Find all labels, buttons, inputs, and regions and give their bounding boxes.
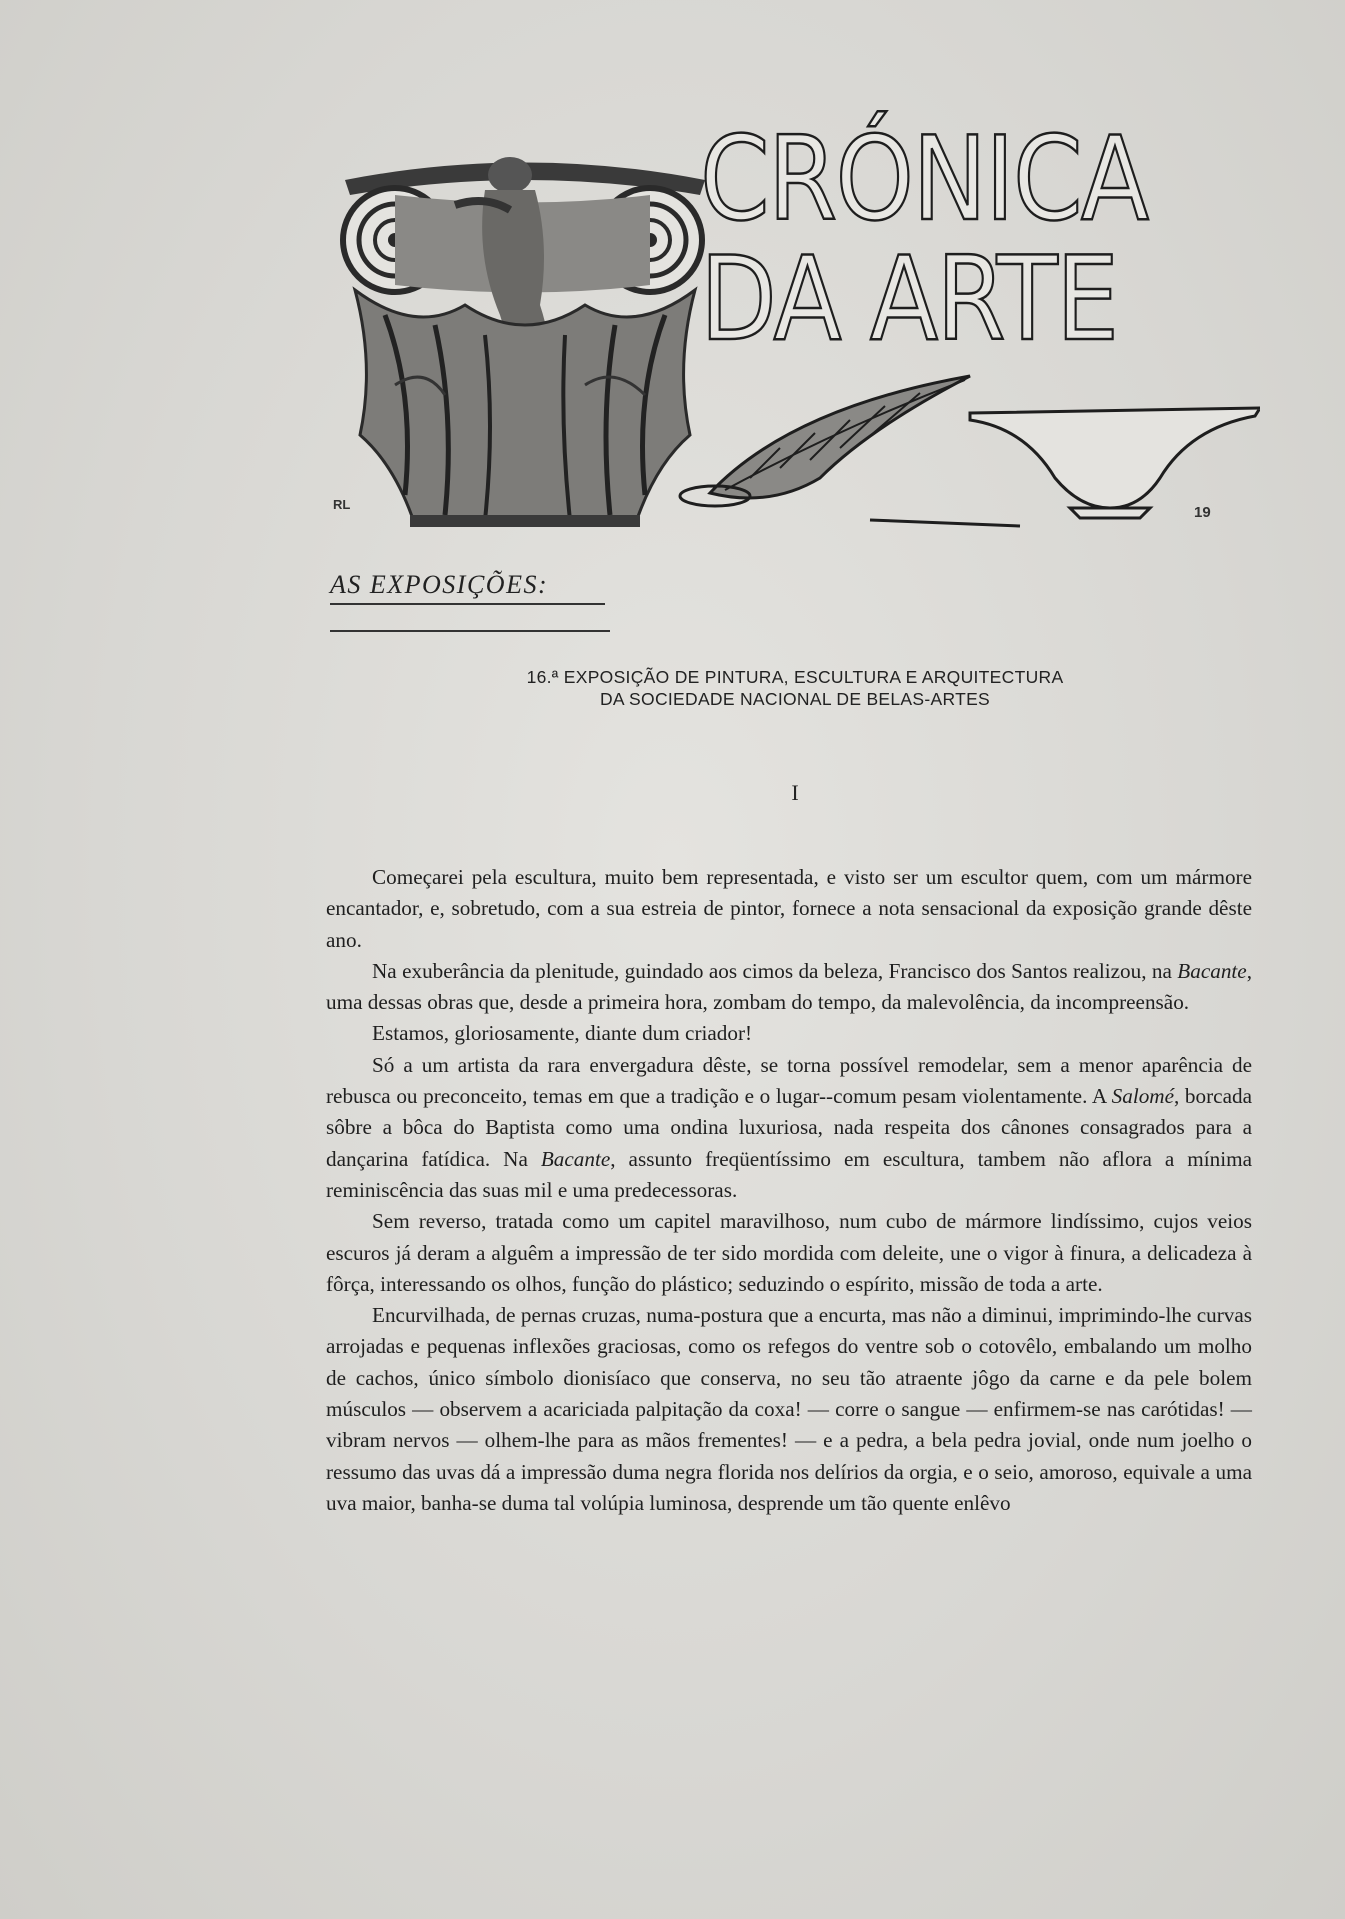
section-heading: AS EXPOSIÇÕES: (330, 570, 549, 599)
ionic-capital-illustration (335, 135, 715, 530)
heading-underline (330, 603, 605, 605)
work-title-bacante-2: Bacante (540, 1146, 611, 1171)
paragraph-5: Sem reverso, tratada como um capitel maravilhoso, num cubo de mármore lindíssimo, cujos veios escuros já deram a alguêm a impressão de ter sido mordida com deleite, une o vigor à finura, a delicadeza à fôrça, interessando os olhos, função do plástico; seduzindo o espírito, missão de toda a arte. (326, 1209, 1252, 1296)
artist-initials: RL (333, 497, 351, 512)
subtitle-line-1: 16.ª EXPOSIÇÃO DE PINTURA, ESCULTURA E ARQUITECTURA (526, 667, 1064, 687)
work-title-bacante: Bacante (1177, 958, 1247, 983)
paragraph-6: Encurvilhada, de pernas cruzas, numa-postura que a encurta, mas não a diminui, imprimindo-lhe curvas arrojadas e pequenas inflexões graciosas, como os refegos do ventre sob o cotovêlo, embalando um molho de cachos, único símbolo dionisíaco que conserva, no seu tão atraente jôgo da carne e da pele bolem músculos — observem a acariciada palpitação da coxa! — corre o sangue — enfirmem-se nas carótidas! — vibram nervos — olhem-lhe para as mãos frementes! — e a pedra, a bela pedra jovial, onde num joelho o ressumo das uvas dá a impressão duma negra florida nos delírios da orgia, e o seio, amoroso, equivale a uma uva maior, banha-se duma tal volúpia luminosa, desprende um tão quente enlêvo (326, 1303, 1252, 1515)
subtitle-line-2: DA SOCIEDADE NACIONAL DE BELAS-ARTES (599, 689, 991, 709)
paragraph-3: Estamos, gloriosamente, diante dum criador! (372, 1021, 753, 1046)
exhibition-subtitle (330, 666, 1260, 710)
page-number: 19 (1194, 504, 1211, 521)
part-numeral: I (791, 780, 799, 805)
title-line-2: DA ARTE (700, 232, 1118, 367)
heading-divider (330, 630, 610, 632)
work-title-salome: Salomé (1111, 1084, 1174, 1109)
paragraph-2: Na exuberância da plenitude, guindado aos cimos da beleza, Francisco dos Santos realizou, na Bacante, uma dessas obras que, desde a primeira hora, zombam do tempo, da malevolência, da incompreensão. (326, 958, 1252, 1015)
vase-feather-illustration (670, 368, 1260, 528)
paragraph-4: Só a um artista da rara envergadura dêste, se torna possível remodelar, sem a menor aparência de rebusca ou preconceito, temas em que a tradição e o lugar--comum pesam violentamente. A Salomé, borcada sôbre a bôca do Baptista como uma ondina luxuriosa, nada respeita dos cânones consagrados para a dançarina fatídica. Na Bacante, assunto freqüentíssimo em escultura, tambem não aflora a mínima reminiscência das suas mil e uma predecessoras. (326, 1052, 1252, 1202)
masthead-title (700, 112, 1260, 367)
paragraph-1: Começarei pela escultura, muito bem representada, e visto ser um escultor quem, com um mármore encantador, e, sobretudo, com a sua estreia de pintor, fornece a nota sensacional da exposição grande dêste ano. (326, 865, 1252, 952)
title-line-1: CRÓNICA (700, 112, 1148, 247)
article-body (326, 862, 1252, 1519)
